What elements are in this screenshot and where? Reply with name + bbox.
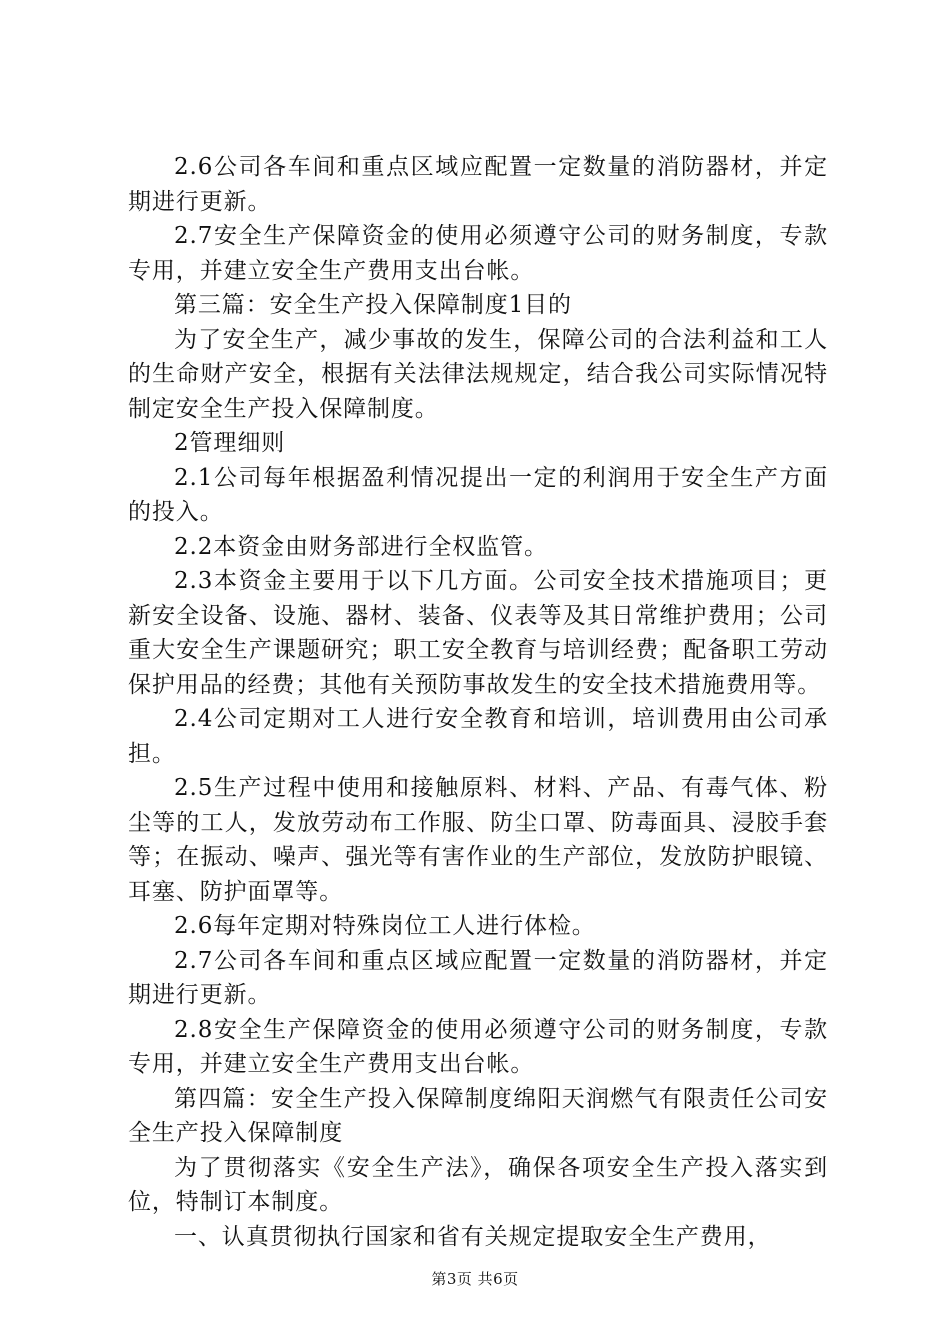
paragraph-2-7-fire-equipment: 2.7公司各车间和重点区域应配置一定数量的消防器材，并定期进行更新。 [128, 947, 828, 1008]
paragraph-part4-item-1: 一、认真贯彻执行国家和省有关规定提取安全生产费用， [174, 1223, 772, 1250]
page-number-footer: 第3页 共6页 [431, 1270, 519, 1288]
paragraph-2-6-health-check: 2.6每年定期对特殊岗位工人进行体检。 [174, 913, 596, 939]
paragraph-part4-heading: 第四篇：安全生产投入保障制度绵阳天润燃气有限责任公司安全生产投入保障制度 [128, 1085, 828, 1146]
paragraph-2-7-fund-usage: 2.7安全生产保障资金的使用必须遵守公司的财务制度，专款专用，并建立安全生产费用支出台帐。 [128, 223, 828, 284]
paragraph-part3-heading: 第三篇：安全生产投入保障制度1目的 [174, 292, 572, 318]
paragraph-2-4: 2.4公司定期对工人进行安全教育和培训，培训费用由公司承担。 [128, 706, 828, 767]
paragraph-purpose: 为了安全生产，减少事故的发生，保障公司的合法利益和工人的生命财产安全，根据有关法律法规规定，结合我公司实际情况特制定安全生产投入保障制度。 [128, 326, 828, 422]
paragraph-2-5: 2.5生产过程中使用和接触原料、材料、产品、有毒气体、粉尘等的工人，发放劳动布工作服、防尘口罩、防毒面具、浸胶手套等；在振动、噪声、强光等有害作业的生产部位，发放防护眼镜、耳塞、防护面罩等。 [128, 775, 828, 905]
paragraph-2-6-fire-equipment: 2.6公司各车间和重点区域应配置一定数量的消防器材，并定期进行更新。 [128, 154, 828, 215]
paragraph-2-2: 2.2本资金由财务部进行全权监管。 [174, 533, 548, 560]
paragraph-2-8-fund-usage: 2.8安全生产保障资金的使用必须遵守公司的财务制度，专款专用，并建立安全生产费用支出台帐。 [128, 1016, 828, 1077]
paragraph-part4-intro: 为了贯彻落实《安全生产法》，确保各项安全生产投入落实到位，特制订本制度。 [128, 1154, 828, 1215]
paragraph-management-rules-heading: 2管理细则 [174, 430, 286, 456]
document-body [128, 150, 828, 1254]
paragraph-2-1: 2.1公司每年根据盈利情况提出一定的利润用于安全生产方面的投入。 [128, 464, 828, 525]
paragraph-2-3: 2.3本资金主要用于以下几方面。公司安全技术措施项目；更新安全设备、设施、器材、装备、仪表等及其日常维护费用；公司重大安全生产课题研究；职工安全教育与培训经费；配备职工劳动保护用品的经费；其他有关预防事故发生的安全技术措施费用等。 [128, 568, 828, 698]
